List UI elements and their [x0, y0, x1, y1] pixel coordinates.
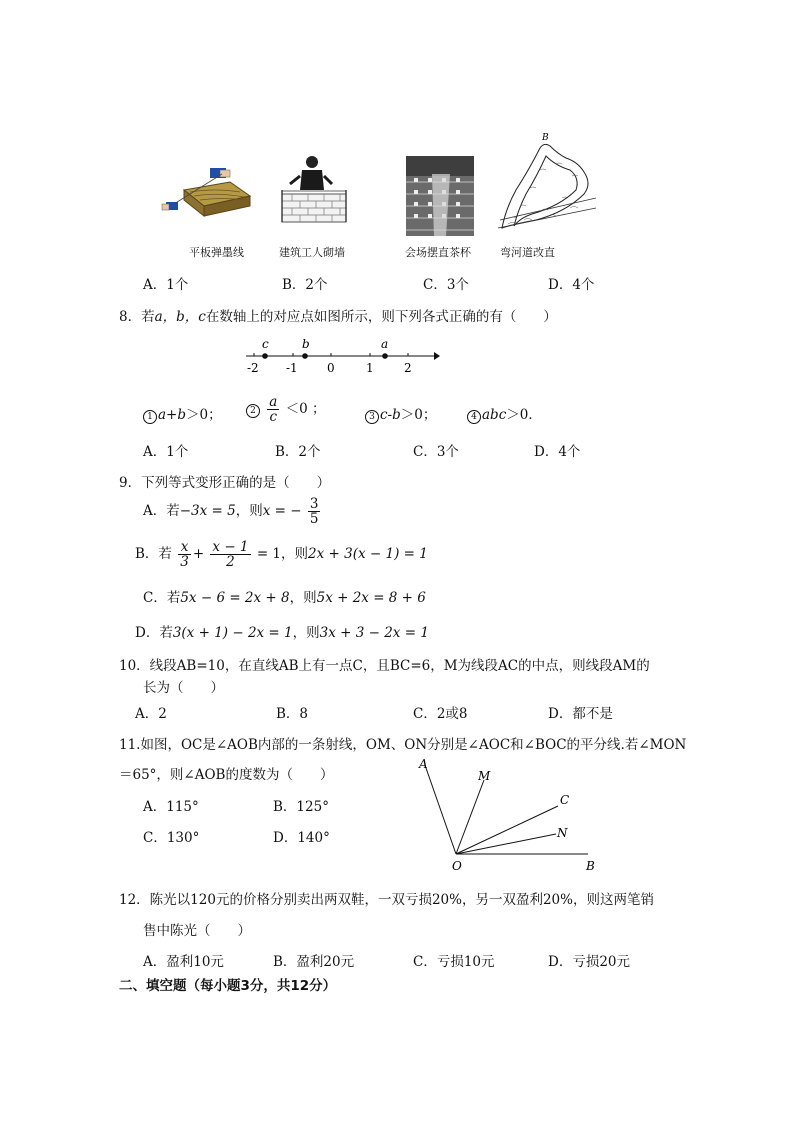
- q11-angle-figure: [412, 754, 602, 874]
- q7-option-d[interactable]: D．4个: [548, 277, 595, 293]
- q8-option-c[interactable]: C．3个: [413, 444, 459, 460]
- q11-option-c[interactable]: C．130°: [143, 830, 200, 846]
- q10-option-a[interactable]: A．2: [135, 706, 167, 722]
- tick-label-neg2: -2: [247, 361, 259, 375]
- label-n: N: [557, 826, 568, 840]
- q11-stem-line2: ＝65°，则∠AOB的度数为（ ）: [119, 767, 334, 783]
- q9-option-d[interactable]: D．若3(x + 1) − 2x = 1，则3x + 3 − 2x = 1: [135, 625, 429, 641]
- q8-option-a[interactable]: A．1个: [143, 444, 189, 460]
- q7-image-teacups: [406, 156, 474, 236]
- q8-number-line: [240, 334, 440, 376]
- q9-stem: 9．下列等式变形正确的是（ ）: [119, 475, 331, 491]
- q7-caption-2: 建筑工人砌墙: [279, 246, 345, 259]
- q12-stem-line2: 售中陈光（ ）: [143, 923, 251, 939]
- river-label-b: B: [542, 133, 549, 143]
- q8-item-2: 2 $\frac{a}{c}$ ＜0 ；: [246, 395, 326, 424]
- tick-label-0: 0: [327, 361, 335, 375]
- q7-image-bricklaying: [278, 154, 350, 224]
- q9-option-a[interactable]: A．若−3x = 5，则x = − $\frac{3}{5}$: [143, 496, 319, 528]
- q10-stem-line2: 长为（ ）: [143, 680, 224, 696]
- label-m: M: [478, 769, 491, 783]
- q12-option-c[interactable]: C．亏损10元: [413, 954, 495, 970]
- q7-caption-4: 弯河道改直: [500, 246, 555, 259]
- q8-item-1: 1 a+b＞0；: [143, 403, 222, 424]
- q8-option-b[interactable]: B．2个: [275, 444, 321, 460]
- point-label-c: c: [262, 337, 269, 351]
- q10-option-c[interactable]: C．2或8: [413, 706, 468, 722]
- tick-label-neg1: -1: [286, 361, 298, 375]
- q10-stem-line1: 10．线段AB=10，在直线AB上有一点C，且BC=6，M为线段AC的中点，则线段AM的: [119, 658, 650, 674]
- q10-option-b[interactable]: B．8: [276, 706, 309, 722]
- label-a: A: [419, 757, 428, 771]
- q12-option-b[interactable]: B．盈利20元: [273, 954, 355, 970]
- q7-option-b[interactable]: B．2个: [282, 277, 328, 293]
- point-label-a: a: [381, 337, 389, 351]
- label-b: B: [586, 859, 595, 873]
- q8-item-3: 3 c-b＞0；: [365, 403, 436, 424]
- q7-option-c[interactable]: C．3个: [423, 277, 469, 293]
- label-c: C: [560, 793, 570, 807]
- point-label-b: b: [302, 337, 310, 351]
- q12-stem-line1: 12．陈光以120元的价格分别卖出两双鞋，一双亏损20%，另一双盈利20%，则这两笔销: [119, 892, 654, 908]
- q11-stem-line1: 11.如图，OC是∠AOB内部的一条射线，OM、ON分别是∠AOC和∠BOC的平分线.若∠MON: [119, 737, 687, 753]
- q11-option-b[interactable]: B．125°: [273, 799, 329, 815]
- tick-label-2: 2: [404, 361, 412, 375]
- q11-option-a[interactable]: A．115°: [143, 799, 199, 815]
- label-o: O: [452, 859, 462, 873]
- tick-label-1: 1: [366, 361, 374, 375]
- q7-image-ink-line: [160, 160, 252, 224]
- q9-option-c[interactable]: C．若5x − 6 = 2x + 8，则5x + 2x = 8 + 6: [143, 590, 426, 606]
- q9-option-b[interactable]: B．若 $\frac{x}{3}$ + $\frac{x - 1}{2}$ = 1，则2x + 3(x − 1) = 1: [135, 539, 428, 571]
- q8-stem: 8．若a，b，c在数轴上的对应点如图所示，则下列各式正确的有（ ）: [119, 309, 557, 325]
- q7-image-river: [496, 128, 600, 236]
- q7-caption-1: 平板弹墨线: [189, 246, 244, 259]
- q7-option-a[interactable]: A．1个: [143, 277, 189, 293]
- section-2-heading: 二、填空题（每小题3分，共12分）: [119, 978, 337, 994]
- q12-option-d[interactable]: D．亏损20元: [548, 954, 631, 970]
- q8-option-d[interactable]: D．4个: [534, 444, 581, 460]
- q12-option-a[interactable]: A．盈利10元: [143, 954, 224, 970]
- q7-caption-3: 会场摆直茶杯: [405, 246, 471, 259]
- q11-option-d[interactable]: D．140°: [273, 830, 330, 846]
- q10-option-d[interactable]: D．都不是: [548, 706, 613, 722]
- q8-item-4: 4 abc＞0．: [467, 403, 542, 424]
